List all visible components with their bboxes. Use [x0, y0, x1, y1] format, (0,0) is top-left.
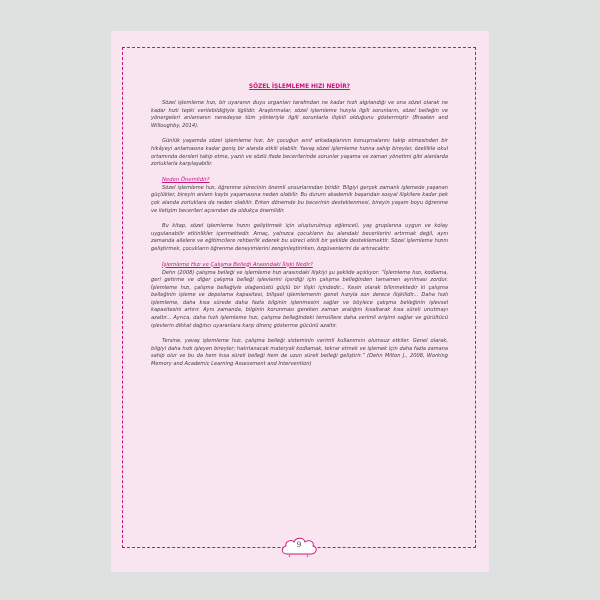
- paragraph-book-purpose: Bu kitap, sözel işlemleme hızını geliştirmek için oluşturulmuş eğlenceli, yaş gruplarına uygun ve kolay uygulanabilir etkinlikler içermektedir. Amaç, yalnızca çocukların bu alandaki becerilerini artırmak değil, aynı zamanda ailelere ve eğitimcilere rehberlik ederek bu süreci etkili bir şekilde desteklemektir. Sözel işlemleme hızını geliştirmek, çocukların öğrenme deneyimlerini zenginleştirirken, özgüvenlerini de artıracaktır.: [151, 223, 448, 252]
- page-content: [151, 83, 448, 377]
- section-heading-importance: Neden Önemlidir?: [162, 176, 210, 183]
- paragraph-conclusion: Tersine, yavaş işlemleme hızı, çalışma belleği sisteminin verimli kullanımını olumsuz etkiler. Genel olarak, bilgiyi daha hızlı işleyen bireyler; hatırlanacak materyali kodlamak, tekrar etmek ve işlemek için daha fazla zamana sahip olur ve bu da hem kısa süreli belleği hem de uzun süreli belleği geliştirir.” (Dehn Milton J., 2008, Working Memory and Academic Learning Assessment and Intervention): [151, 338, 448, 368]
- paragraph-importance: Sözel işlemleme hızı, öğrenme sürecinin önemli unsurlarından biridir. Bilgiyi gerçek zamanlı işlemede yaşanan güçlükler, bireyin anlam kaybı yaşamasına neden olabilir. Bu durum akademik başarıdan sosyal ilişkilere kadar pek çok alanda zorluklara da neden olabilir. Erken dönemde bu becerinin desteklenmesi, bireyin yaşam boyu öğrenme ve iletişim becerileri açısından da oldukça önemlidir.: [151, 184, 448, 214]
- paragraph-daily-life: Günlük yaşamda sözel işlemleme hızı, bir çocuğun sınıf arkadaşlarının konuşmalarını takip etmesinden bir hikâyeyi anlamasına kadar geniş bir alanda etkili olabilir. Yavaş sözel işlemleme hızına sahip bireyler, özellikle okul ortamında dersleri takip etme, yazılı ve sözlü ifade becerilerinde sorunlar yaşama ve zaman yönetimi gibi alanlarda zorluklarla karşılaşabilir.: [151, 138, 448, 168]
- book-page: [111, 31, 489, 572]
- paragraph-dehn-quote: Dehn (2008) çalışma belleği ve işlemleme hızı arasındaki ilişkiyi şu şekilde açıklıyor: “İşlemleme hızı, kodlama, geri getirme ve diğer çalışma belleği işlevlerini içerdiği için çalışma belleğinden tamamen ayrılması zordur. İşlemleme hızı, çalışma belleğiyle olağanüstü güçlü bir ilişki içindedir... Kesin olarak bilinmektedir ki çalışma belleğinin işleme ve depolama kapasitesi, bilişsel işlemlemenin genel hızıyla son derece ilişkilidir... Daha hızlı işlemleme, daha kısa sürede daha fazla bilginin işlenmesini sağlar ve böylece çalışma belleğinin işlevsel kapasitesini artırır. Aynı zamanda, bilginin korunması gereken zaman aralığını kısaltarak kısa süreli unutmayı azaltır... Ayrıca, daha hızlı işlemleme hızı, çalışma belleğindeki temsillere daha verimli erişimi sağlar ve gürültücü işlevlerin dikkat dağıtıcı uyaranlara karşı direnç gösterme gücünü azaltır.: [151, 269, 448, 329]
- page-number-cloud-icon: [279, 536, 319, 558]
- page-title: SÖZEL İŞLEMLEME HIZI NEDİR?: [248, 84, 351, 90]
- section-heading-working-memory: İşlemleme Hızı ve Çalışma Belleği Arasındaki İlişki Nedir?: [162, 261, 313, 268]
- paragraph-definition: Sözel işlemleme hızı, bir uyaranın duyu organları tarafından ne kadar hızlı algılandığı ve ona sözel olarak ne kadar hızlı tepki verilebildiğiyle ilgilidir. Araştırmalar, sözel işlemleme hızıyla ilgili sorunların, sözel belleğin ve yönergeleri anlamanın neredeyse tüm yönleriyle ilgili sorunlarla ilişkili olduğunu göstermiştir (Braaten and Willoughby, 2014).: [151, 100, 448, 129]
- page-number: 9: [296, 541, 302, 549]
